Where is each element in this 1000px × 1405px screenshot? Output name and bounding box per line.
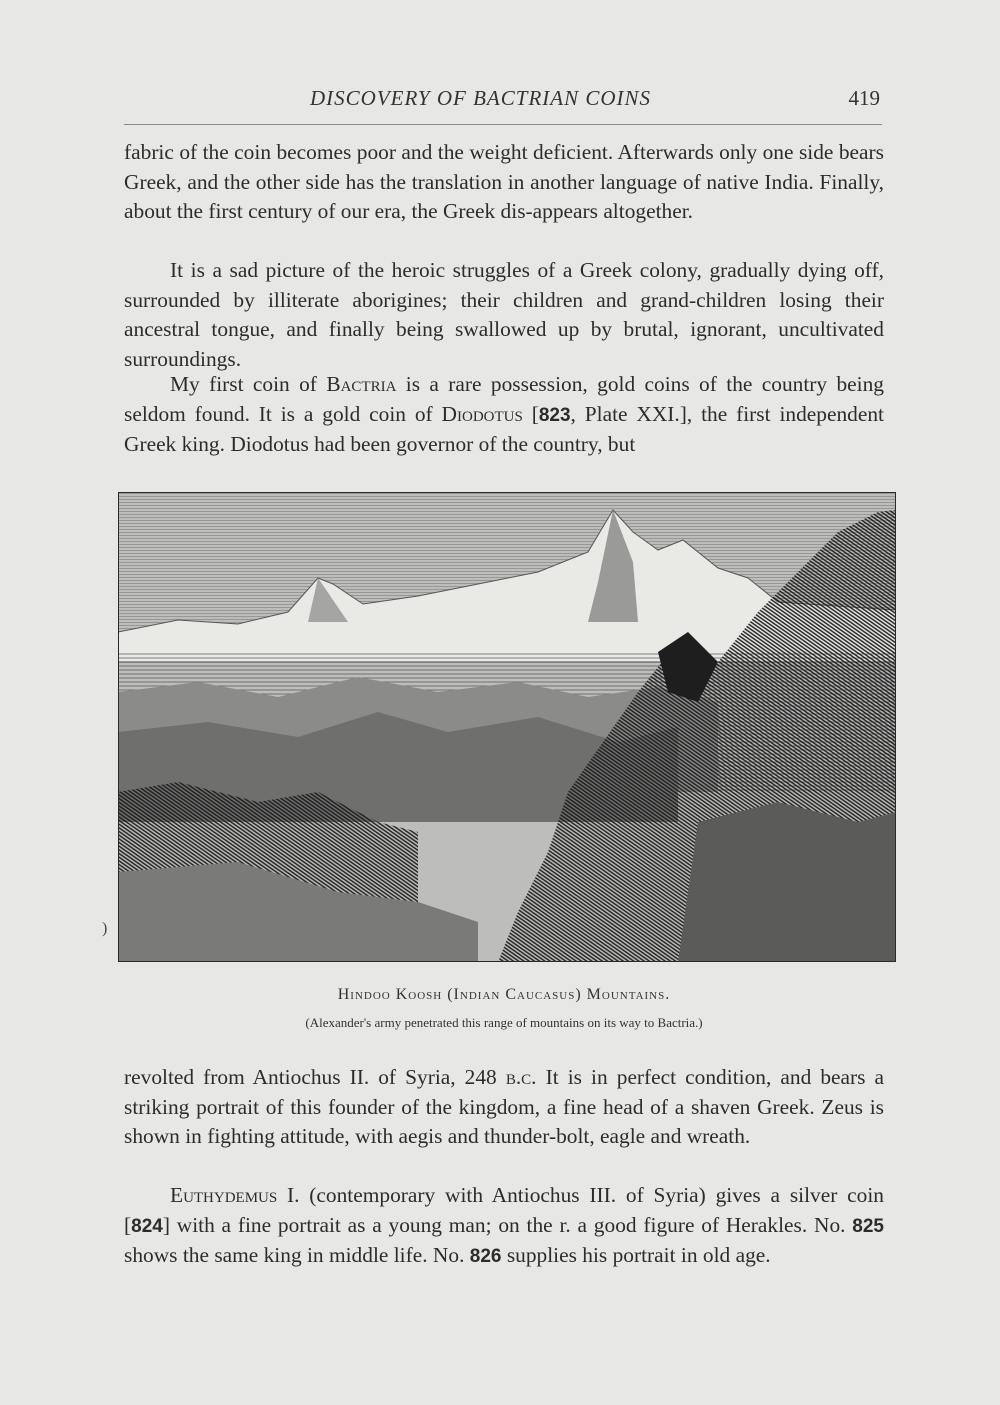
p3-text-d: , Plate XXI.], the first independent Greek king. Diodotus had been governor of the country, but	[124, 401, 884, 456]
p3-text-c: [	[522, 401, 539, 426]
bactria-smallcaps: Bactria	[326, 372, 397, 396]
p3-text-b: is a rare possession, gold coins of the country being seldom found. It is a gold coin of	[124, 372, 884, 426]
p5-text-d: supplies his portrait in old age.	[501, 1243, 771, 1267]
coin-number-825: 825	[852, 1215, 884, 1237]
margin-mark: )	[102, 920, 108, 937]
running-header	[124, 86, 880, 120]
figure-subcaption: (Alexander's army penetrated this range of mountains on its way to Bactria.)	[305, 1015, 703, 1030]
p5-text-a: I. (contemporary with Antiochus III. of Syria) gives a silver coin [	[124, 1183, 884, 1237]
p3-text-a: My first coin of	[170, 372, 327, 396]
page-number: 419	[848, 86, 880, 110]
figure-caption: Hindoo Koosh (Indian Caucasus) Mountains.	[337, 986, 671, 1003]
bc-smallcaps: b.c.	[505, 1065, 537, 1089]
diodotus-smallcaps: Diodotus	[441, 401, 523, 426]
paragraph-1-text: fabric of the coin becomes poor and the weight deficient. Afterwards only one side bears Greek, and the other side has the translation in another language of native India. Finally, about the first century of our era, the Greek dis-appears altogether.	[124, 140, 884, 223]
coin-number-824: 824	[131, 1215, 163, 1237]
header-rule	[124, 124, 882, 125]
paragraph-1	[124, 138, 884, 227]
mountain-engraving	[118, 492, 896, 962]
coin-number-826: 826	[469, 1246, 502, 1267]
coin-number-823: 823	[538, 404, 571, 426]
engraving-illustration	[118, 492, 896, 962]
p4-text-b: It is in perfect condition, and bears a striking portrait of this founder of the kingdom, a fine head of a shaven Greek. Zeus is shown in fighting attitude, with aegis and thunder-bolt, eagle and wreath.	[124, 1065, 885, 1148]
p5-text-c: shows the same king in middle life. No.	[124, 1243, 470, 1267]
paragraph-4	[124, 1063, 884, 1152]
paragraph-3	[124, 370, 884, 460]
p4-text-a: revolted from Antiochus II. of Syria, 248	[124, 1065, 506, 1089]
euthydemus-smallcaps: Euthydemus	[170, 1183, 278, 1207]
paragraph-5	[124, 1181, 884, 1272]
running-title: DISCOVERY OF BACTRIAN COINS	[310, 86, 652, 110]
paragraph-2-text: It is a sad picture of the heroic struggles of a Greek colony, gradually dying off, surrounded by illiterate aborigines; their children and grand-children losing their ancestral tongue, and finally being swallowed up by brutal, ignorant, uncultivated surroundings.	[124, 258, 884, 371]
p5-text-b: ] with a fine portrait as a young man; on the r. a good figure of Herakles. No.	[162, 1212, 853, 1237]
paragraph-2	[124, 256, 884, 374]
